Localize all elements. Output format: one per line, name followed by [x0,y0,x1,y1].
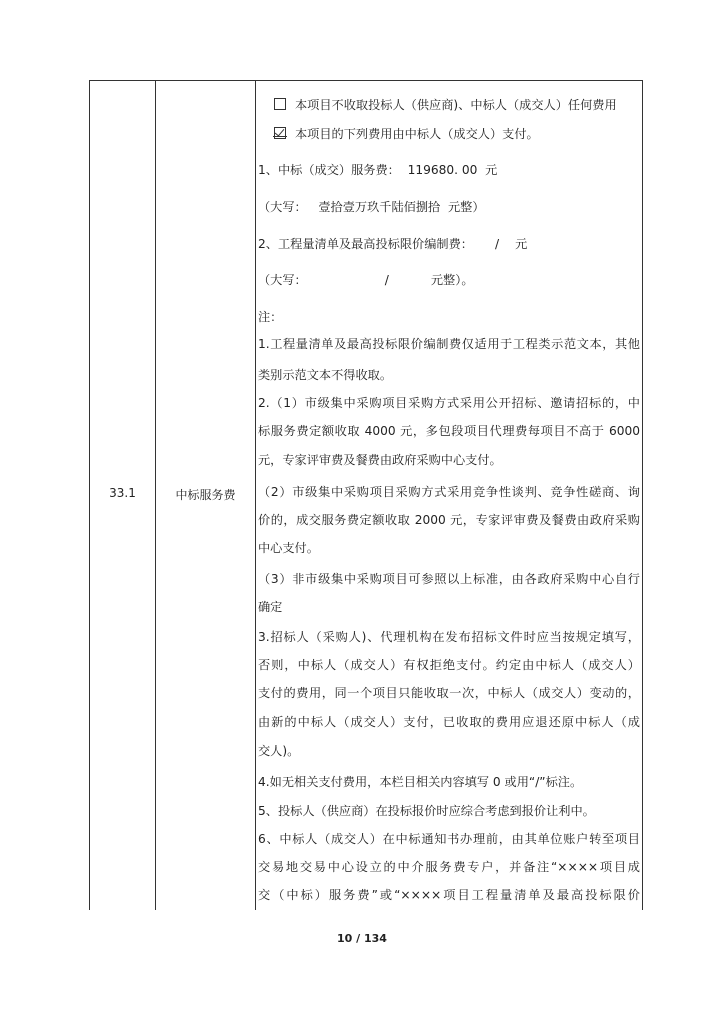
option-label: 本项目的下列费用由中标人（成交人）支付。 [295,127,539,141]
page-number: 10 / 134 [337,932,387,945]
note-line: 3.招标人（采购人)、代理机构在发布招标文件时应当按规定填写， [258,630,640,644]
notes-heading: 注： [258,310,283,324]
unchecked-box-icon [274,98,286,110]
bill-fee [258,235,527,252]
bill-fee-capital [258,271,474,288]
bill-fee-value: / [494,237,500,251]
option-fee-paid [274,125,539,142]
option-no-fee [274,96,617,113]
bill-fee-capital-value: / [384,273,389,287]
note-line: 5、投标人（供应商）在投标报价时应综合考虑到报价让利中。 [258,804,595,818]
option-label: 本项目不收取投标人（供应商)、中标人（成交人）任何费用 [295,98,617,112]
column-divider [255,81,256,910]
note-line: 4.如无相关支付费用，本栏目相关内容填写 0 或用“/”标注。 [258,775,583,789]
note-line: 中心支付。 [258,541,319,555]
note-line: 确定 [258,600,283,614]
bill-fee-capital-unit: 元整）。 [430,273,474,287]
note-line: 交（中标）服务费”或“××××项目工程量清单及最高投标限价 [258,888,640,902]
service-fee-capital: （大写： 壹拾壹万玖千陆佰捌拾 元整） [258,200,485,214]
bill-fee-unit: 元 [515,237,528,251]
note-line: （2）市级集中采购项目采购方式采用竞争性谈判、竞争性磋商、询 [258,485,640,499]
service-fee: 1、中标（成交）服务费： 119680. 00 元 [258,163,498,177]
note-line: 价的，成交服务费定额收取 2000 元，专家评审费及餐费由政府采购 [258,513,640,527]
clause-number: 33.1 [109,486,136,500]
note-line: 类别示范文本不得收取。 [258,368,393,382]
note-line: （3）非市级集中采购项目可参照以上标准，由各政府采购中心自行 [258,572,640,586]
note-line: 交人)。 [258,744,300,758]
note-line: 1.工程量清单及最高投标限价编制费仅适用于工程类示范文本，其他 [258,337,640,351]
checked-box-icon [274,127,286,139]
clause-name: 中标服务费 [175,488,236,502]
note-line: 交易地交易中心设立的中介服务费专户，并备注“××××项目成 [258,860,640,874]
note-line: 支付的费用，同一个项目只能收取一次，中标人（成交人）变动的， [258,686,640,700]
bill-fee-label: 2、工程量清单及最高投标限价编制费： [258,237,473,251]
bill-fee-capital-label: （大写： [258,273,307,287]
note-line: 元，专家评审费及餐费由政府采购中心支付。 [258,453,502,467]
note-line: 由新的中标人（成交人）支付，已收取的费用应退还原中标人（成 [258,715,640,729]
note-line: 否则，中标人（成交人）有权拒绝支付。约定由中标人（成交人） [258,658,640,672]
note-line: 标服务费定额收取 4000 元，多包段项目代理费每项目不高于 6000 [258,424,640,438]
note-line: 2.（1）市级集中采购项目采购方式采用公开招标、邀请招标的，中 [258,396,640,410]
note-line: 6、中标人（成交人）在中标通知书办理前，由其单位账户转至项目 [258,832,640,846]
